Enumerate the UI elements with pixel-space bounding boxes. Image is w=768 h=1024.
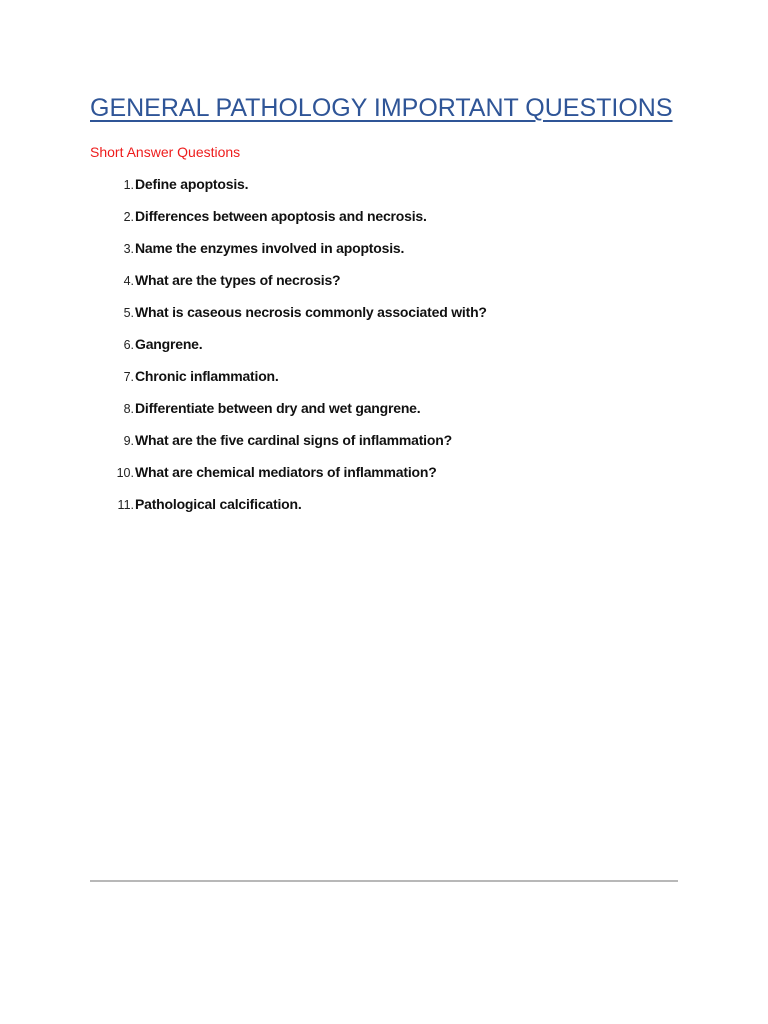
list-item-number: 3.	[123, 242, 134, 256]
list-item	[0, 495, 700, 527]
list-item-text: Pathological calcification.	[135, 496, 302, 512]
list-item	[0, 399, 700, 431]
list-item-number: 10.	[116, 466, 134, 480]
list-item-text: What are chemical mediators of inflammation?	[135, 464, 437, 480]
list-item-text: Differentiate between dry and wet gangrene.	[135, 400, 421, 416]
list-item-number: 11.	[117, 498, 134, 512]
list-item-text: What is caseous necrosis commonly associated with?	[135, 304, 487, 320]
list-item-text: Name the enzymes involved in apoptosis.	[135, 240, 405, 256]
list-item-text: What are the five cardinal signs of inflammation?	[135, 432, 452, 448]
list-item	[0, 239, 700, 271]
list-item-text: Define apoptosis.	[135, 176, 249, 192]
list-item-number: 4.	[123, 274, 134, 288]
footer-divider	[90, 880, 678, 882]
list-item-text: Chronic inflammation.	[135, 368, 279, 384]
section-heading: Short Answer Questions	[90, 144, 241, 160]
list-item-number: 7.	[123, 370, 134, 384]
list-item-number: 9.	[123, 434, 134, 448]
list-item	[0, 431, 700, 463]
list-item-text: Gangrene.	[135, 336, 203, 352]
list-item-number: 8.	[123, 402, 134, 416]
list-item	[0, 463, 700, 495]
list-item	[0, 271, 700, 303]
list-item	[0, 367, 700, 399]
list-item	[0, 335, 700, 367]
list-item-number: 6.	[123, 338, 134, 352]
list-item	[0, 207, 700, 239]
page-title: GENERAL PATHOLOGY IMPORTANT QUESTIONS	[90, 94, 673, 122]
list-item	[0, 303, 700, 335]
list-item-text: What are the types of necrosis?	[135, 272, 341, 288]
list-item-number: 2.	[123, 210, 134, 224]
list-item-text: Differences between apoptosis and necrosis.	[135, 208, 427, 224]
list-item-number: 1.	[123, 178, 134, 192]
question-list	[0, 175, 700, 527]
list-item-number: 5.	[123, 306, 134, 320]
list-item	[0, 175, 700, 207]
